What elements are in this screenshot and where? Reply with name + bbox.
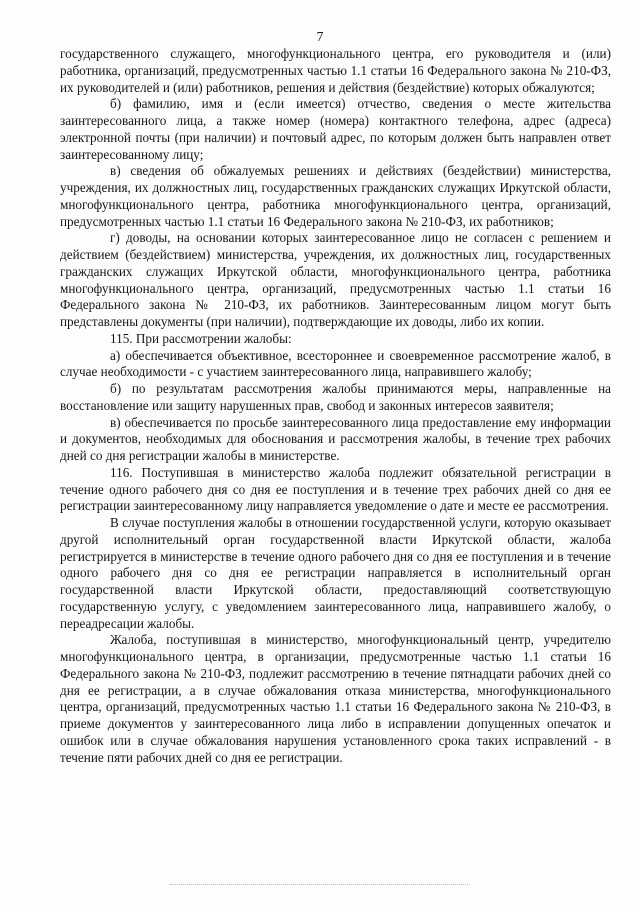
- document-body: [60, 46, 611, 766]
- paragraph-item-g: г) доводы, на основании которых заинтересованное лицо не согласен с решением и действием (бездействием) министерства, учреждения, их должностных лиц, государственных гражданских служащих Иркутской области, многофункционального центра, работника многофункционального центра, организаций, предусмотренных частью 1.1 статьи 16 Федерального закона № 210-ФЗ, их работников. Заинтересованным лицом могут быть представлены документы (при наличии), подтверждающие их доводы, либо их копии.: [60, 230, 611, 329]
- paragraph-redirect: В случае поступления жалобы в отношении государственной услуги, которую оказывает другой исполнительный орган государственной власти Иркутской области, жалоба регистрируется в министерстве в течение одного рабочего дня со дня ее поступления и в течение одного рабочего дня со дня ее регистрации направляется в исполнительный орган государственной власти Иркутской области, предоставляющий соответствующую государственную услугу, с уведомлением заинтересованного лица, направившего жалобу, о переадресации жалобы.: [60, 515, 611, 631]
- paragraph-115-b: б) по результатам рассмотрения жалобы принимаются меры, направленные на восстановление или защиту нарушенных прав, свобод и законных интересов заявителя;: [60, 381, 611, 413]
- page-bottom-divider: [170, 884, 470, 885]
- page-number: 7: [316, 30, 324, 45]
- paragraph-section-115: 115. При рассмотрении жалобы:: [110, 330, 292, 346]
- paragraph-115-a: а) обеспечивается объективное, всестороннее и своевременное рассмотрение жалоб, в случае необходимости - с участием заинтересованного лица, направившего жалобу;: [60, 347, 611, 380]
- paragraph-section-116: 116. Поступившая в министерство жалоба подлежит обязательной регистрации в течение одного рабочего дня со дня ее поступления и в течение трех рабочих дней со дня ее регистрации заинтересованному лицу направляется уведомление о дате и месте ее рассмотрения.: [60, 464, 611, 514]
- paragraph-continuation: государственного служащего, многофункционального центра, его руководителя и (или) работника, организаций, предусмотренных частью 1.1 статьи 16 Федерального закона № 210-ФЗ, их руководителей и (или) работников, решения и действия (бездействие) которых обжалуются;: [60, 46, 611, 95]
- paragraph-item-b: б) фамилию, имя и (если имеется) отчество, сведения о месте жительства заинтересованного лица, а также номер (номера) контактного телефона, адрес (адреса) электронной почты (при наличии) и почтовый адрес, по которым должен быть направлен ответ заинтересованному лицу;: [60, 96, 611, 162]
- paragraph-item-v: в) сведения об обжалуемых решениях и действиях (бездействии) министерства, учреждения, их должностных лиц, государственных гражданских служащих Иркутской области, многофункционального центра, работника многофункционального центра, организаций, предусмотренных частью 1.1 статьи 16 Федерального закона № 210-ФЗ, их работников;: [60, 163, 611, 229]
- paragraph-115-v: в) обеспечивается по просьбе заинтересованного лица предоставление ему информации и документов, необходимых для обоснования и рассмотрения жалобы, в течение трех рабочих дней со дня регистрации жалобы в министерстве.: [60, 414, 611, 463]
- paragraph-review-period: Жалоба, поступившая в министерство, многофункциональный центр, учредителю многофункционального центра, в организации, предусмотренные частью 1.1 статьи 16 Федерального закона № 210-ФЗ, подлежит рассмотрению в течение пятнадцати рабочих дней со дня ее регистрации, а в случае обжалования отказа министерства, многофункционального центра, организаций, предусмотренных частью 1.1 статьи 16 Федерального закона № 210-ФЗ, в приеме документов у заинтересованного лица либо в исправлении допущенных опечаток и ошибок или в случае обжалования нарушения установленного срока таких исправлений - в течение пяти рабочих дней со дня ее регистрации.: [60, 632, 611, 765]
